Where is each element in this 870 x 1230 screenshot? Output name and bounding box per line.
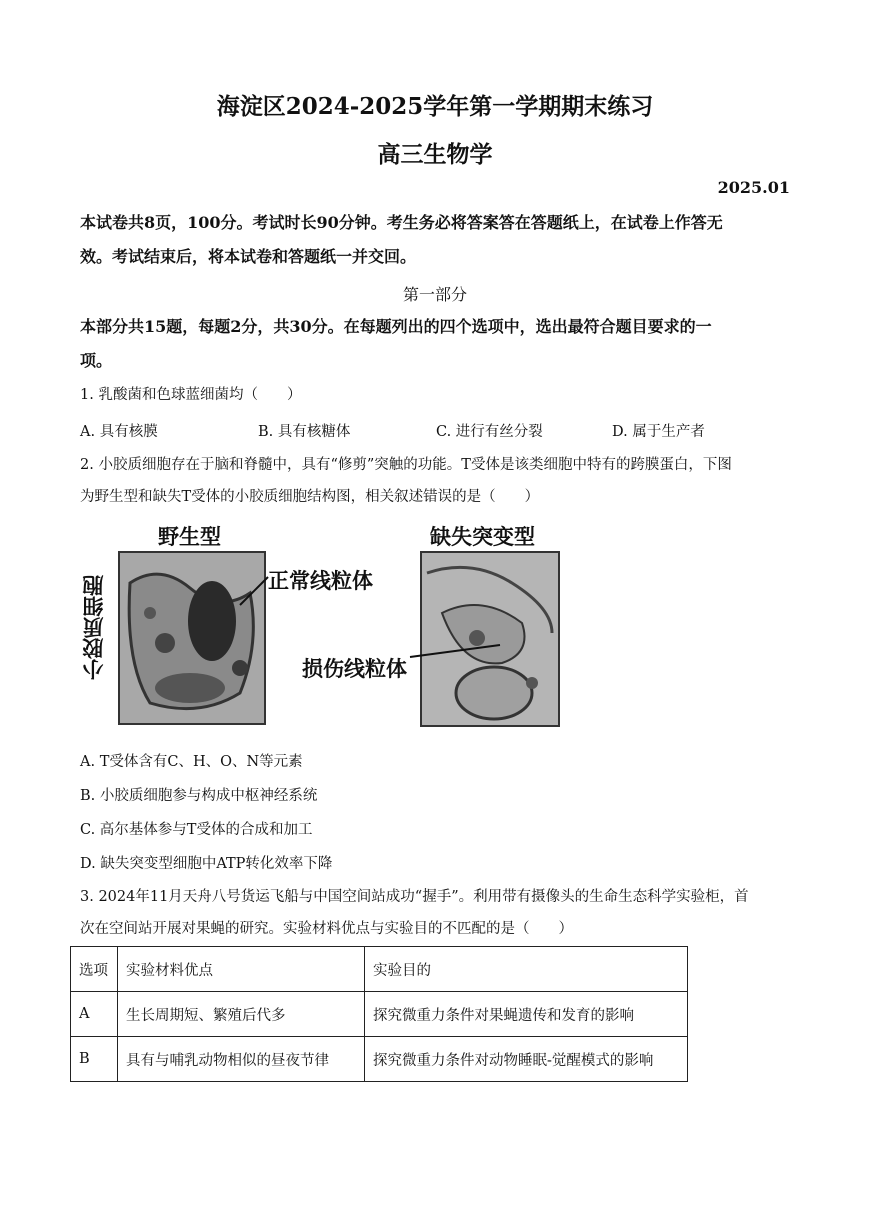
q2-stem-line-2: 为野生型和缺失T受体的小胶质细胞结构图，相关叙述错误的是（ ） [80,489,540,505]
label-damaged-mitochondria: 损伤线粒体 [302,657,407,681]
q2-figure [80,515,560,730]
instructions-line-2: 效。考试结束后，将本试卷和答题纸一并交回。 [80,247,417,266]
exam-title: 海淀区2024-2025学年第一学期期末练习 [216,93,654,120]
q1-option-c: C. 进行有丝分裂 [436,424,543,440]
table-cell: A [71,992,118,1037]
table-cell: 探究微重力条件对果蝇遗传和发育的影响 [365,992,688,1037]
table-header-row [71,947,688,992]
label-mutant-type: 缺失突变型 [430,525,535,549]
q3-stem-line-2: 次在空间站开展对果蝇的研究。实验材料优点与实验目的不匹配的是（ ） [80,921,573,937]
q1-option-b: B. 具有核糖体 [258,424,351,440]
callout-lines [80,515,560,730]
q2-option-a: A. T受体含有C、H、O、N等元素 [80,754,303,770]
table-row [71,992,688,1037]
table-cell: 探究微重力条件对动物睡眠-觉醒模式的影响 [365,1037,688,1082]
q2-option-b: B. 小胶质细胞参与构成中枢神经系统 [80,788,318,804]
label-normal-mitochondria: 正常线粒体 [268,569,373,593]
table-cell: B [71,1037,118,1082]
q1-option-a: A. 具有核膜 [80,424,158,440]
q2-option-c: C. 高尔基体参与T受体的合成和加工 [80,822,313,838]
label-wild-type: 野生型 [158,525,221,549]
section-desc-line-2: 项。 [80,351,113,370]
table-header-cell: 实验目的 [365,947,688,992]
q2-option-d: D. 缺失突变型细胞中ATP转化效率下降 [80,856,333,872]
exam-subject: 高三生物学 [377,141,493,168]
section-title: 第一部分 [402,285,467,304]
table-row [71,1037,688,1082]
q1-stem: 1. 乳酸菌和色球蓝细菌均（ ） [80,387,302,403]
q2-stem-line-1: 2. 小胶质细胞存在于脑和脊髓中，具有“修剪”突触的功能。T受体是该类细胞中特有的跨膜蛋白，下图 [80,457,732,473]
label-microglia: 小胶质细胞 [82,575,106,680]
q3-table [70,946,688,1082]
table-header-cell: 选项 [71,947,118,992]
table-cell: 具有与哺乳动物相似的昼夜节律 [118,1037,365,1082]
exam-date: 2025.01 [717,178,790,197]
q3-stem-line-1: 3. 2024年11月天舟八号货运飞船与中国空间站成功“握手”。利用带有摄像头的生命生态科学实验柜，首 [80,889,749,905]
table-header-cell: 实验材料优点 [118,947,365,992]
q1-option-d: D. 属于生产者 [612,424,705,440]
section-desc-line-1: 本部分共15题，每题2分，共30分。在每题列出的四个选项中，选出最符合题目要求的一 [80,317,712,336]
table-cell: 生长周期短、繁殖后代多 [118,992,365,1037]
instructions-line-1: 本试卷共8页，100分。考试时长90分钟。考生务必将答案答在答题纸上，在试卷上作答无 [80,213,723,232]
